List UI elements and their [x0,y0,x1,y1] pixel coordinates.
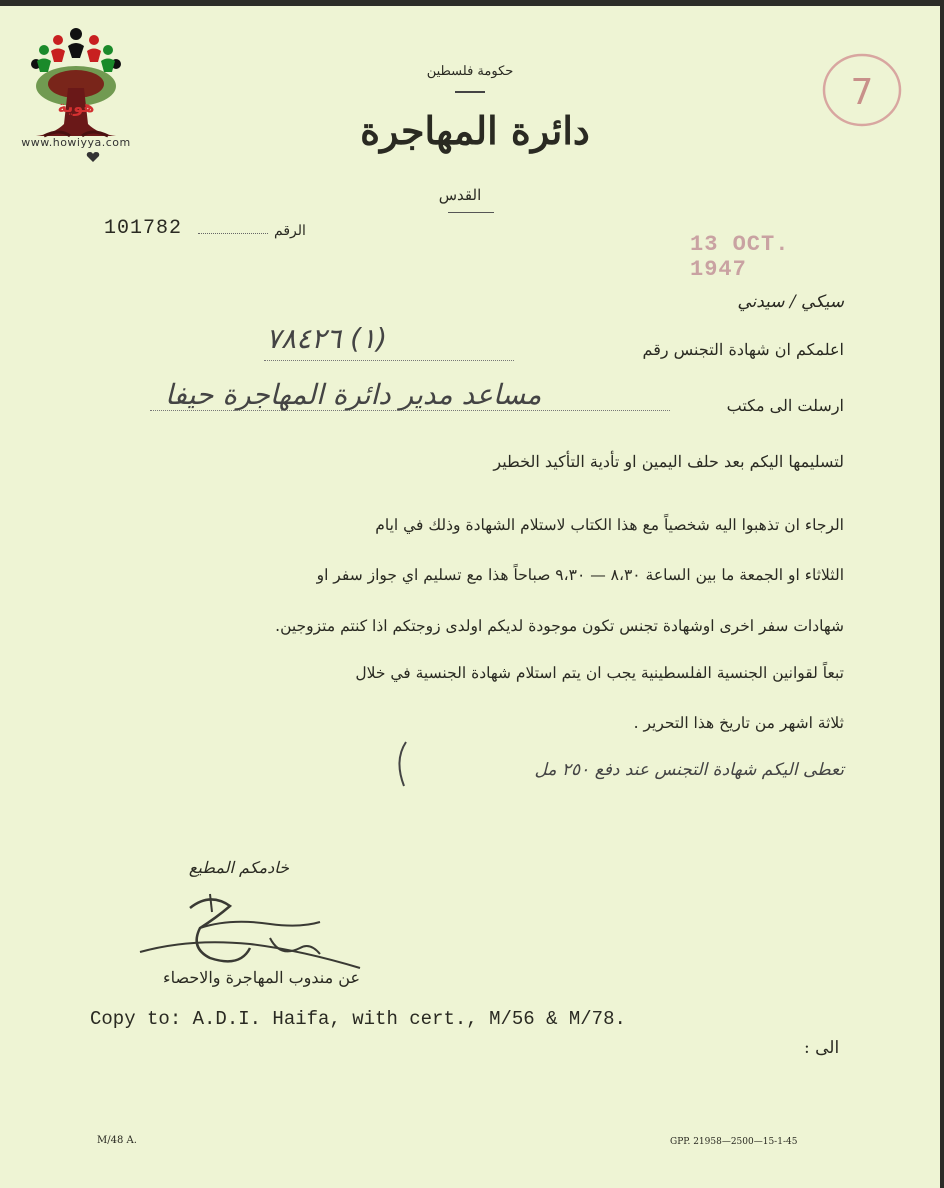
certificate-line-label: اعلمكم ان شهادة التجنس رقم [642,340,844,359]
paragraph-1-line-2: الثلاثاء او الجمعة ما بين الساعة ٨،٣٠ — ٩،٣٠ صباحاً هذا مع تسليم اي جواز سفر او [316,566,844,584]
government-name: حكومة فلسطين [426,64,514,79]
certificate-dotted-line [264,360,514,361]
office-dotted-line [150,410,670,411]
paragraph-2-line-2: ثلاثة اشهر من تاريخ هذا التحرير . [633,714,844,732]
svg-text:هوية: هوية [57,97,95,116]
office-line-label: ارسلت الى مكتب [726,396,844,415]
paragraph-2-line-1: تبعاً لقوانين الجنسية الفلسطينية يجب ان يتم استلام شهادة الجنسية في خلال [355,664,844,682]
logo-caption: www.howiyya.com [21,136,131,149]
form-number: M/48 A. [97,1135,137,1146]
heart-icon [86,152,100,162]
to-label: الى : [804,1038,840,1058]
print-number: GPP. 21958—2500—15-1-45 [670,1137,798,1147]
fee-note-handwritten: تعطى اليكم شهادة التجنس عند دفع ٢٥٠ مل [534,760,844,780]
addressee: سيكي / سيدني [737,292,844,312]
handwritten-signature [130,888,370,978]
paragraph-1-line-3: شهادات سفر اخرى اوشهادة تجنس تكون موجودة لديكم اولدى زوجتكم اذا كنتم متزوجين. [275,617,844,635]
reference-label: الرقم [274,223,306,239]
fee-bracket-mark [390,740,410,788]
header-divider [455,91,485,93]
closing-phrase: خادمكم المطيع [188,858,289,877]
reference-dotted-line [198,233,268,234]
department-title: دائرة المهاجرة [360,108,590,153]
reference-number: 101782 [104,217,183,240]
corner-page-mark [820,48,904,132]
copy-to-line: Copy to: A.D.I. Haifa, with cert., M/56 & M/78. [90,1008,626,1030]
date-stamp: 13 OCT. 1947 [690,232,790,282]
paragraph-1-line-1: الرجاء ان تذهبوا اليه شخصياً مع هذا الكتاب لاستلام الشهادة وذلك في ايام [375,516,844,534]
certificate-number-handwritten: (١) ٧٨٤٢٦ [266,322,388,355]
office-handwritten: مساعد مدير دائرة المهاجرة حيفا [165,378,542,411]
city-name: القدس [438,186,482,204]
signatory-title: عن مندوب المهاجرة والاحصاء [163,968,360,987]
city-underline [448,212,494,213]
oath-line: لتسليمها اليكم بعد حلف اليمين او تأدية التأكيد الخطير [493,452,844,471]
corner-mark-number: 7 [850,72,874,113]
